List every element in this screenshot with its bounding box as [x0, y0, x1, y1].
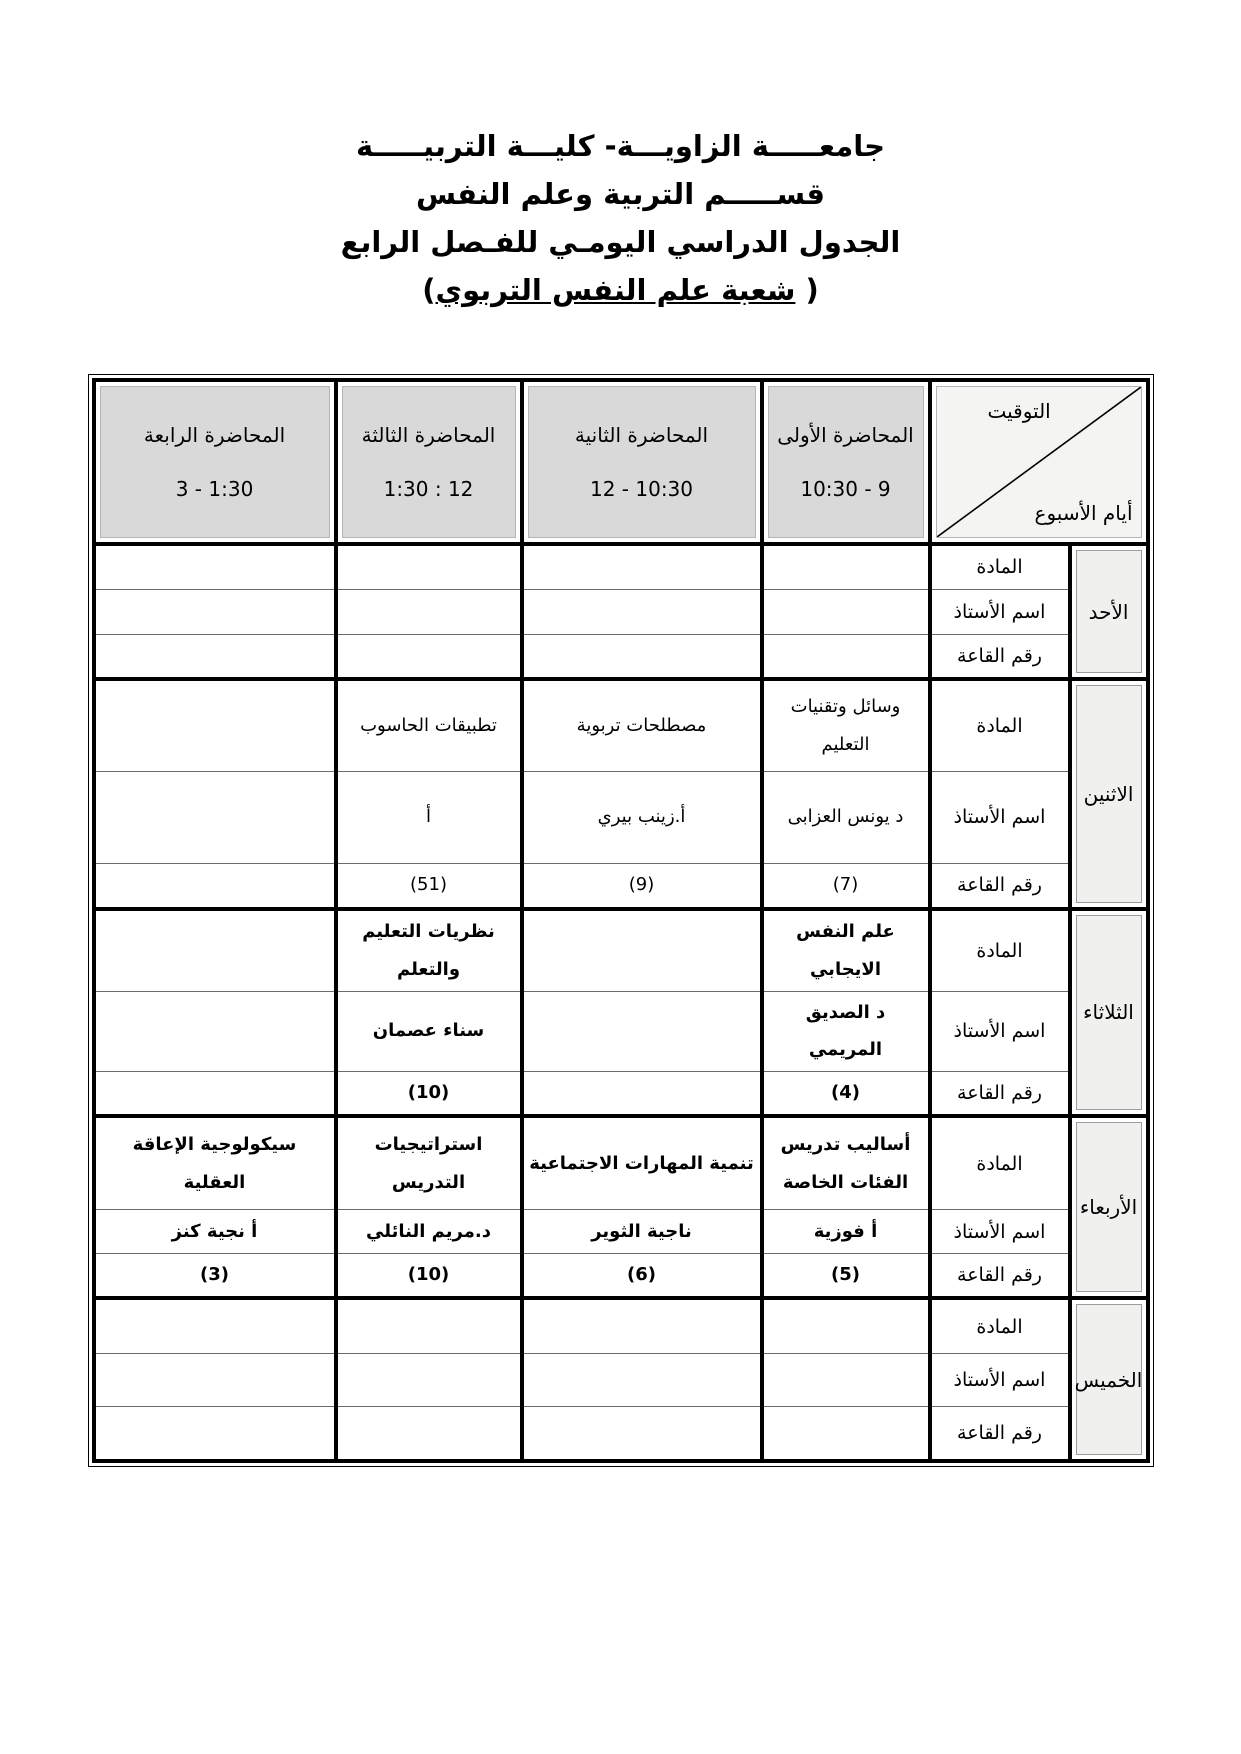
day-label: الاثنين — [1076, 685, 1142, 903]
row-label-room: رقم القاعة — [930, 863, 1070, 909]
row-label-subject: المادة — [930, 544, 1070, 589]
row-label-teacher: اسم الأستاذ — [930, 1210, 1070, 1254]
cell-day3-subject-lecture1: علم النفس الايجابي — [762, 909, 930, 991]
cell-day1-room-lecture1 — [762, 634, 930, 679]
cell-day1-subject-lecture1 — [762, 544, 930, 589]
header-lecture-2 — [522, 380, 762, 544]
table-row — [94, 544, 1148, 589]
cell-day3-teacher-lecture1: د الصديق المريمي — [762, 991, 930, 1072]
cell-day5-teacher-lecture2 — [522, 1353, 762, 1406]
cell-day2-room-lecture4 — [94, 863, 336, 909]
row-label-teacher: اسم الأستاذ — [930, 771, 1070, 863]
table-row — [94, 1406, 1148, 1461]
division-name: شعبة علم النفس التربوي — [435, 273, 796, 307]
schedule-table — [92, 378, 1150, 1463]
cell-day5-room-lecture1 — [762, 1406, 930, 1461]
row-label-room: رقم القاعة — [930, 634, 1070, 679]
paren-close: ) — [422, 273, 436, 307]
day-label: الأربعاء — [1076, 1122, 1142, 1292]
cell-day2-room-lecture3: (51) — [336, 863, 522, 909]
cell-day5-room-lecture4 — [94, 1406, 336, 1461]
table-row — [94, 863, 1148, 909]
lecture-1-time: 10:30 - 9 — [800, 477, 891, 501]
university-title: جامعـــــة الزاويـــة- كليـــة التربيـــــة — [355, 129, 886, 163]
day-label: الثلاثاء — [1076, 915, 1142, 1110]
cell-day3-subject-lecture4 — [94, 909, 336, 991]
row-label-subject: المادة — [930, 1116, 1070, 1210]
row-label-subject: المادة — [930, 909, 1070, 991]
day-label: الخميس — [1076, 1304, 1142, 1455]
cell-day5-teacher-lecture4 — [94, 1353, 336, 1406]
day-cell-5 — [1070, 1298, 1148, 1461]
cell-day1-teacher-lecture3 — [336, 589, 522, 634]
cell-day2-teacher-lecture2: أ.زينب بيري — [522, 771, 762, 863]
cell-day2-subject-lecture3: تطبيقات الحاسوب — [336, 679, 522, 771]
lecture-4-time: 3 - 1:30 — [175, 477, 254, 501]
cell-day1-room-lecture4 — [94, 634, 336, 679]
cell-day4-room-lecture2: (6) — [522, 1254, 762, 1298]
cell-day1-subject-lecture3 — [336, 544, 522, 589]
cell-day2-subject-lecture2: مصطلحات تربوية — [522, 679, 762, 771]
department-title: قســـــم التربية وعلم النفس — [415, 177, 826, 211]
cell-day3-teacher-lecture3: سناء عصمان — [336, 991, 522, 1072]
cell-day1-teacher-lecture2 — [522, 589, 762, 634]
cell-day5-subject-lecture3 — [336, 1298, 522, 1353]
table-row — [94, 1254, 1148, 1298]
cell-day3-teacher-lecture4 — [94, 991, 336, 1072]
corner-weekdays-label: أيام الأسبوع — [1034, 501, 1133, 525]
header-lecture-4-box — [100, 386, 330, 538]
header-lecture-4 — [94, 380, 336, 544]
division-title — [0, 266, 1241, 314]
cell-day4-subject-lecture1: أساليب تدريس الفئات الخاصة — [762, 1116, 930, 1210]
row-label-room: رقم القاعة — [930, 1072, 1070, 1116]
table-row — [94, 1072, 1148, 1116]
cell-day3-room-lecture2 — [522, 1072, 762, 1116]
table-row — [94, 634, 1148, 679]
cell-day2-teacher-lecture3: أ — [336, 771, 522, 863]
lecture-1-name: المحاضرة الأولى — [777, 423, 914, 447]
table-row — [94, 1298, 1148, 1353]
row-label-room: رقم القاعة — [930, 1406, 1070, 1461]
cell-day4-room-lecture3: (10) — [336, 1254, 522, 1298]
header-lecture-3 — [336, 380, 522, 544]
cell-day2-room-lecture2: (9) — [522, 863, 762, 909]
cell-day1-teacher-lecture1 — [762, 589, 930, 634]
cell-day3-room-lecture3: (10) — [336, 1072, 522, 1116]
row-label-teacher: اسم الأستاذ — [930, 1353, 1070, 1406]
cell-day4-subject-lecture2: تنمية المهارات الاجتماعية — [522, 1116, 762, 1210]
schedule-table-frame — [88, 374, 1154, 1467]
lecture-2-name: المحاضرة الثانية — [574, 423, 709, 447]
cell-day3-subject-lecture3: نظريات التعليم والتعلم — [336, 909, 522, 991]
cell-day3-subject-lecture2 — [522, 909, 762, 991]
lecture-3-time: 1:30 : 12 — [383, 477, 474, 501]
header-lecture-2-box — [528, 386, 756, 538]
table-row — [94, 1116, 1148, 1210]
schedule-body — [94, 544, 1148, 1461]
cell-day3-room-lecture1: (4) — [762, 1072, 930, 1116]
cell-day1-room-lecture2 — [522, 634, 762, 679]
cell-day4-teacher-lecture1: أ فوزية — [762, 1210, 930, 1254]
header-row — [94, 380, 1148, 544]
day-label: الأحد — [1076, 550, 1142, 673]
cell-day5-subject-lecture2 — [522, 1298, 762, 1353]
table-row — [94, 991, 1148, 1072]
table-row — [94, 771, 1148, 863]
table-row — [94, 589, 1148, 634]
row-label-subject: المادة — [930, 1298, 1070, 1353]
corner-cell — [930, 380, 1148, 544]
cell-day5-subject-lecture1 — [762, 1298, 930, 1353]
lecture-3-name: المحاضرة الثالثة — [361, 423, 496, 447]
cell-day3-teacher-lecture2 — [522, 991, 762, 1072]
header-lecture-1-box — [768, 386, 924, 538]
cell-day1-room-lecture3 — [336, 634, 522, 679]
row-label-room: رقم القاعة — [930, 1254, 1070, 1298]
cell-day5-teacher-lecture3 — [336, 1353, 522, 1406]
cell-day4-room-lecture4: (3) — [94, 1254, 336, 1298]
lecture-2-time: 12 - 10:30 — [589, 477, 694, 501]
day-cell-3 — [1070, 909, 1148, 1116]
table-row — [94, 909, 1148, 991]
document-title-block — [0, 0, 1241, 314]
header-lecture-3-box — [342, 386, 516, 538]
cell-day2-subject-lecture1: وسائل وتقنيات التعليم — [762, 679, 930, 771]
cell-day5-teacher-lecture1 — [762, 1353, 930, 1406]
table-row — [94, 1210, 1148, 1254]
cell-day2-teacher-lecture4 — [94, 771, 336, 863]
paren-open: ( — [795, 273, 819, 307]
cell-day5-room-lecture2 — [522, 1406, 762, 1461]
cell-day2-teacher-lecture1: د يونس العزابى — [762, 771, 930, 863]
corner-timing-label: التوقيت — [987, 399, 1051, 423]
table-row — [94, 1353, 1148, 1406]
cell-day1-subject-lecture4 — [94, 544, 336, 589]
cell-day2-subject-lecture4 — [94, 679, 336, 771]
cell-day2-room-lecture1: (7) — [762, 863, 930, 909]
table-row — [94, 679, 1148, 771]
cell-day1-subject-lecture2 — [522, 544, 762, 589]
row-label-subject: المادة — [930, 679, 1070, 771]
day-cell-4 — [1070, 1116, 1148, 1298]
cell-day5-subject-lecture4 — [94, 1298, 336, 1353]
cell-day4-subject-lecture3: استراتيجيات التدريس — [336, 1116, 522, 1210]
cell-day1-teacher-lecture4 — [94, 589, 336, 634]
cell-day4-subject-lecture4: سيكولوجية الإعاقة العقلية — [94, 1116, 336, 1210]
row-label-teacher: اسم الأستاذ — [930, 991, 1070, 1072]
cell-day4-teacher-lecture4: أ نجية كنز — [94, 1210, 336, 1254]
cell-day5-room-lecture3 — [336, 1406, 522, 1461]
day-cell-2 — [1070, 679, 1148, 909]
cell-day4-teacher-lecture3: د.مريم النائلي — [336, 1210, 522, 1254]
lecture-4-name: المحاضرة الرابعة — [143, 423, 286, 447]
day-cell-1 — [1070, 544, 1148, 679]
row-label-teacher: اسم الأستاذ — [930, 589, 1070, 634]
corner-box — [936, 386, 1142, 538]
cell-day4-room-lecture1: (5) — [762, 1254, 930, 1298]
cell-day3-room-lecture4 — [94, 1072, 336, 1116]
cell-day4-teacher-lecture2: ناجية الثوير — [522, 1210, 762, 1254]
header-lecture-1 — [762, 380, 930, 544]
schedule-title: الجدول الدراسي اليومـي للفـصل الرابع — [340, 225, 901, 259]
